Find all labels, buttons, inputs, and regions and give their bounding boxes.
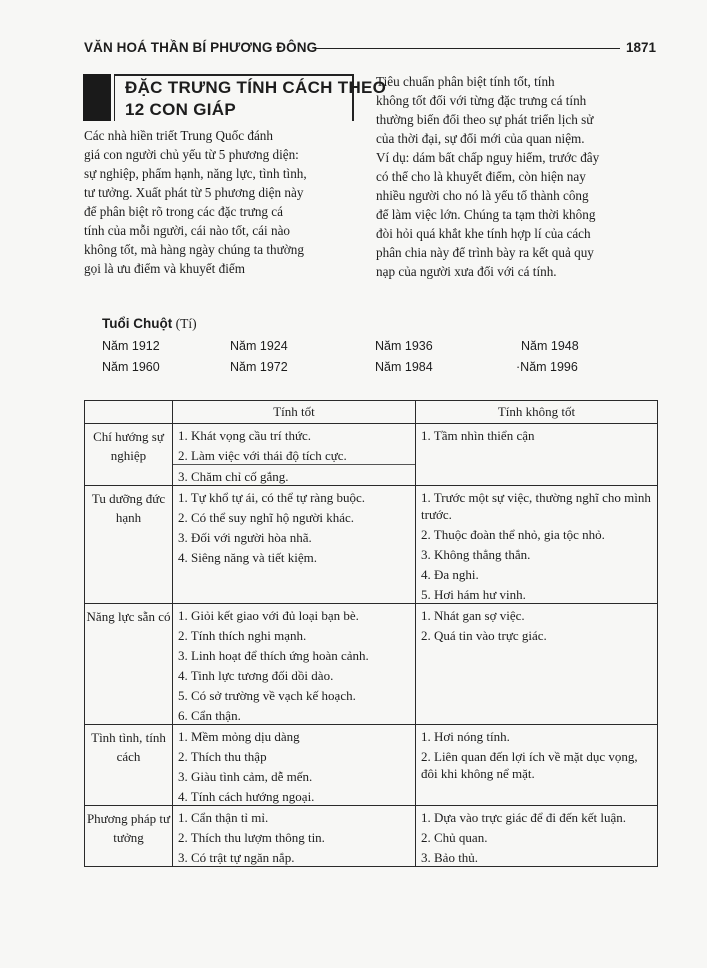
good-trait-item: 3. Chăm chỉ cố gắng. [178,469,289,484]
intro-paragraph-right [376,72,656,281]
paragraph-line: để làm việc lớn. Chúng ta tạm thời không [376,207,596,222]
bad-trait-item: 2. Liên quan đến lợi ích về mặt dục vọng, đôi khi không nể mặt. [421,749,638,781]
section-heading-line2: 12 CON GIÁP [125,100,236,119]
section-heading-box [114,74,387,121]
good-trait-item: 2. Thích thu thập [178,749,267,764]
heading-marker [83,74,111,121]
paragraph-line: đòi hỏi quá khắt khe tính hợp lí của cách [376,226,591,241]
paragraph-line: Ví dụ: dám bất chấp nguy hiểm, trước đây [376,150,600,165]
paragraph-line: nhiều người cho nó là yếu tố thành công [376,188,589,203]
bad-traits-cell [416,604,658,725]
year-item: Năm 1960 [102,360,160,374]
table-row [85,486,658,604]
good-trait-item: 1. Tự khổ tự ái, có thể tự ràng buộc. [178,490,365,505]
year-item: ·Năm 1996 [516,360,578,374]
good-trait-item: 3. Giàu tình cảm, dễ mến. [178,769,313,784]
good-trait-item: 3. Linh hoạt để thích ứng hoàn cảnh. [178,648,369,663]
bad-traits-cell [416,806,658,867]
good-traits-cell [173,806,416,867]
bad-trait-item: 1. Hơi nóng tính. [421,729,510,744]
good-traits-cell [173,486,416,604]
header-rule [316,48,620,49]
paragraph-line: không tốt đối với từng đặc trưng cá tính [376,93,587,108]
paragraph-line: nạp của người xưa đối với cá tính. [376,264,557,279]
running-header [84,37,656,57]
bad-trait-item: 1. Nhát gan sợ việc. [421,608,525,623]
table-row [85,725,658,806]
section-heading-line1: ĐẶC TRƯNG TÍNH CÁCH THEO [125,78,387,97]
paragraph-line: không tốt, mà hàng ngày chúng ta thường [84,242,304,257]
good-trait-item: 2. Làm việc với thái độ tích cực. [173,444,415,465]
paragraph-line: giá con người chủ yếu từ 5 phương diện: [84,147,299,162]
table-header-row [85,401,658,424]
paragraph-line: thường biến đổi theo sự phát triển lịch sử [376,112,594,127]
category-cell: Tu dưỡng đức hạnh [85,486,173,604]
good-trait-item: 4. Tinh lực tương đối dồi dào. [178,668,334,683]
bad-trait-item: 1. Trước một sự việc, thường nghĩ cho mình trước. [421,490,651,522]
paragraph-line: có thể cho là khuyết điểm, còn hiện nay [376,169,586,184]
year-item: Năm 1936 [375,339,433,353]
zodiac-title-bold: Tuổi Chuột [102,316,173,331]
table-row [85,806,658,867]
good-traits-cell [173,424,416,486]
zodiac-title [102,316,197,332]
paragraph-line: Tiêu chuẩn phân biệt tính tốt, tính [376,74,555,89]
intro-paragraph-left [84,126,362,278]
good-trait-item: 1. Khát vọng cầu trí thức. [178,428,312,443]
good-traits-cell [173,725,416,806]
year-item: Năm 1924 [230,339,288,353]
paragraph-line: sự nghiệp, phẩm hạnh, năng lực, tình tình, [84,166,307,181]
paragraph-line: tư tưởng. Xuất phát từ 5 phương diện này [84,185,304,200]
running-title: VĂN HOÁ THẦN BÍ PHƯƠNG ĐÔNG [84,40,318,55]
paragraph-line: để phân biệt rõ trong các đặc trưng cá [84,204,284,219]
bad-trait-item: 2. Chủ quan. [421,830,488,845]
category-cell: Năng lực sẵn có [85,604,173,725]
year-item: Năm 1912 [102,339,160,353]
paragraph-line: gọi là ưu điểm và khuyết điểm [84,261,245,276]
good-trait-item: 1. Giỏi kết giao với đủ loại bạn bè. [178,608,359,623]
good-trait-item: 3. Đối với người hòa nhã. [178,530,312,545]
table-row [85,604,658,725]
bad-trait-item: 3. Không thẳng thắn. [421,547,531,562]
category-cell: Tình tình, tính cách [85,725,173,806]
table-row [85,424,658,486]
good-trait-item: 2. Thích thu lượm thông tin. [178,830,325,845]
bad-traits-cell [416,424,658,486]
good-traits-cell [173,604,416,725]
good-trait-item: 6. Cẩn thận. [178,708,241,723]
bad-trait-item: 2. Thuộc đoàn thể nhỏ, gia tộc nhỏ. [421,527,605,542]
good-trait-item: 2. Có thể suy nghĩ hộ người khác. [178,510,355,525]
bad-trait-item: 5. Hơi hám hư vinh. [421,587,526,602]
traits-table [84,400,658,867]
good-trait-item: 2. Tính thích nghi mạnh. [178,628,307,643]
table-header-good: Tính tốt [173,401,416,424]
table-header-bad: Tính không tốt [416,401,658,424]
year-item: Năm 1948 [521,339,579,353]
good-trait-item: 4. Tính cách hướng ngoại. [178,789,315,804]
good-trait-item: 4. Siêng năng và tiết kiệm. [178,550,318,565]
paragraph-line: Các nhà hiền triết Trung Quốc đánh [84,128,273,143]
bad-trait-item: 4. Đa nghi. [421,567,479,582]
bad-trait-item: 3. Bảo thủ. [421,850,479,865]
bad-trait-item: 1. Tầm nhìn thiển cận [421,428,535,443]
zodiac-title-rest: (Tí) [172,316,197,331]
page-number: 1871 [625,40,656,55]
category-cell: Chí hướng sự nghiệp [85,424,173,486]
bad-trait-item: 1. Dựa vào trực giác để đi đến kết luận. [421,810,627,825]
category-cell: Phương pháp tư tưởng [85,806,173,867]
good-trait-item: 1. Mềm mỏng dịu dàng [178,729,300,744]
year-item: Năm 1972 [230,360,288,374]
year-item: Năm 1984 [375,360,433,374]
good-trait-item: 3. Có trật tự ngăn nắp. [178,850,295,865]
bad-traits-cell [416,486,658,604]
bad-traits-cell [416,725,658,806]
good-trait-item: 5. Có sở trường về vạch kế hoạch. [178,688,356,703]
bad-trait-item: 2. Quá tin vào trực giác. [421,628,547,643]
good-trait-item: 1. Cẩn thận tỉ mỉ. [178,810,269,825]
table-header-empty [85,401,173,424]
paragraph-line: phân chia này để trình bày ra kết quả quy [376,245,594,260]
paragraph-line: của thời đại, sự đổi mới của quan niệm. [376,131,585,146]
paragraph-line: tính của mỗi người, cái nào tốt, cái nào [84,223,291,238]
